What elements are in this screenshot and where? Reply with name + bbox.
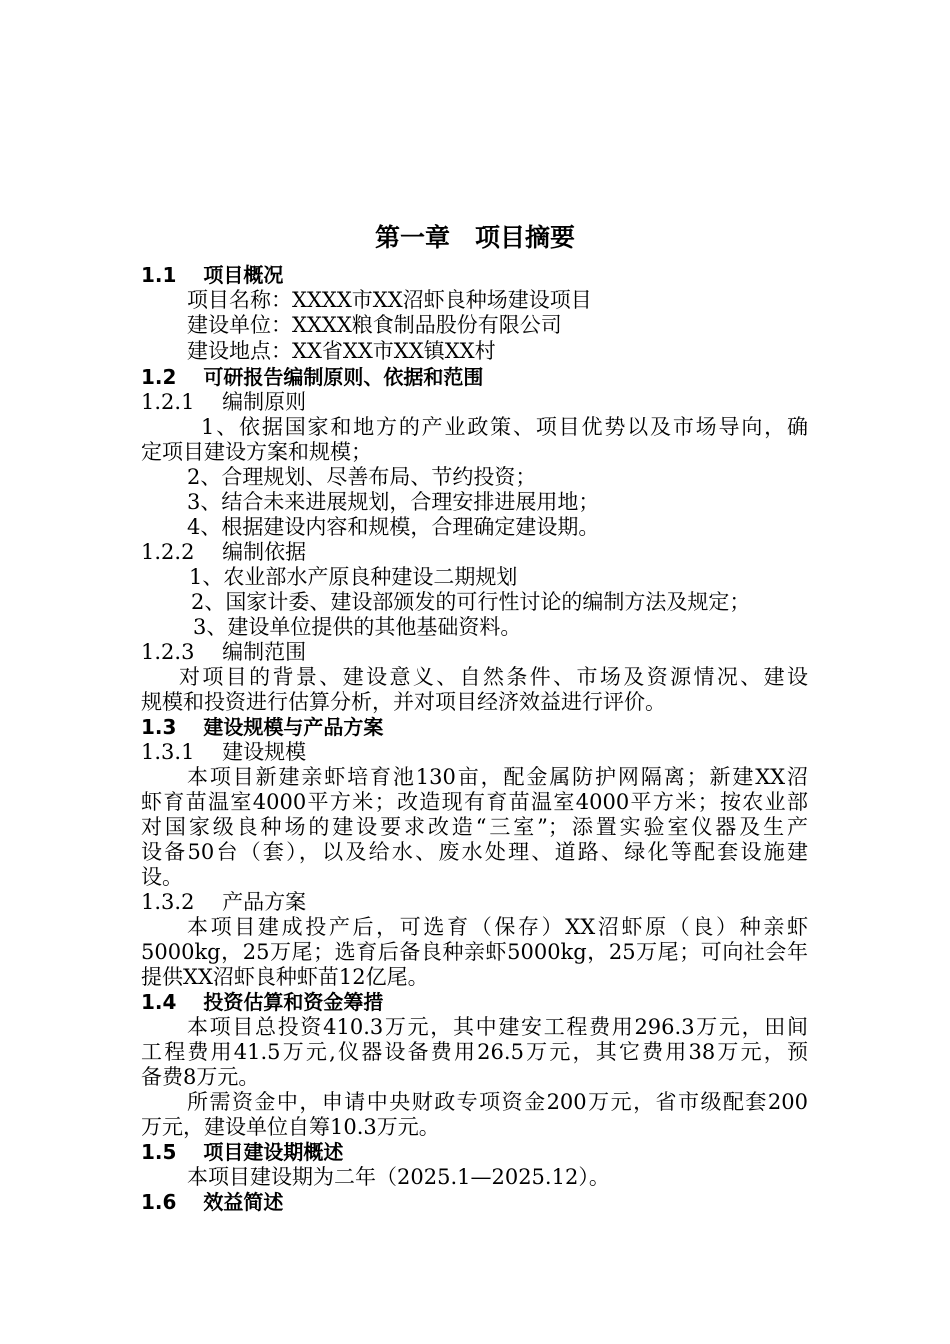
- section-heading: 1.5 项目建设期概述: [141, 1140, 344, 1164]
- body-text-line: 3、结合未来进展规划，合理安排进展用地；: [187, 490, 600, 514]
- body-text-line: 3、建设单位提供的其他基础资料。: [193, 615, 522, 639]
- body-text-line: 本项目建设期为二年（2025.1—2025.12）。: [187, 1165, 610, 1189]
- chapter-title: 第一章 项目摘要: [374, 223, 575, 252]
- body-text-line: 对项目的背景、建设意义、自然条件、市场及资源情况、建设: [179, 665, 808, 689]
- body-text-line: 本项目建成投产后，可选育（保存）XX沼虾原（良）种亲虾: [187, 915, 808, 939]
- subsection-heading: 1.3.1 建设规模: [141, 740, 307, 764]
- body-text-line: 工程费用41.5万元,仪器设备费用26.5万元，其它费用38万元，预: [141, 1040, 808, 1064]
- body-text-line: 虾育苗温室4000平方米；改造现有育苗温室4000平方米；按农业部: [141, 790, 808, 814]
- body-text-line: 备费8万元。: [141, 1065, 260, 1089]
- body-text-line: 2、合理规划、尽善布局、节约投资；: [187, 465, 537, 489]
- section-heading: 1.2 可研报告编制原则、依据和范围: [141, 365, 484, 389]
- body-text-line: 所需资金中，申请中央财政专项资金200万元，省市级配套200: [187, 1090, 808, 1114]
- body-text-line: 项目名称：XXXX市XX沼虾良种场建设项目: [187, 288, 592, 312]
- body-text-line: 设。: [141, 865, 183, 889]
- body-text-line: 2、国家计委、建设部颁发的可行性讨论的编制方法及规定；: [191, 590, 751, 614]
- body-text-line: 规模和投资进行估算分析，并对项目经济效益进行评价。: [141, 690, 666, 714]
- body-text-line: 设备50台（套），以及给水、废水处理、道路、绿化等配套设施建: [141, 840, 808, 864]
- body-text-line: 建设地点：XX省XX市XX镇XX村: [187, 339, 496, 363]
- subsection-heading: 1.2.3 编制范围: [141, 640, 307, 664]
- body-text-line: 本项目总投资410.3万元，其中建安工程费用296.3万元，田间: [187, 1015, 808, 1039]
- subsection-heading: 1.2.2 编制依据: [141, 540, 307, 564]
- body-text-line: 定项目建设方案和规模；: [141, 440, 372, 464]
- body-text-line: 4、根据建设内容和规模，合理确定建设期。: [187, 515, 600, 539]
- body-text-line: 建设单位：XXXX粮食制品股份有限公司: [187, 313, 562, 337]
- section-heading: 1.4 投资估算和资金筹措: [141, 990, 384, 1014]
- section-heading: 1.6 效益简述: [141, 1190, 284, 1214]
- subsection-heading: 1.3.2 产品方案: [141, 890, 307, 914]
- body-text-line: 5000kg，25万尾；选育后备良种亲虾5000kg，25万尾；可向社会年: [141, 940, 808, 964]
- body-text-line: 万元，建设单位自筹10.3万元。: [141, 1115, 440, 1139]
- body-text-line: 1、农业部水产原良种建设二期规划: [189, 565, 518, 589]
- subsection-heading: 1.2.1 编制原则: [141, 390, 307, 414]
- body-text-line: 对国家级良种场的建设要求改造“三室”；添置实验室仪器及生产: [141, 815, 808, 839]
- body-text-line: 提供XX沼虾良种虾苗12亿尾。: [141, 965, 429, 989]
- section-heading: 1.1 项目概况: [141, 263, 284, 287]
- body-text-line: 本项目新建亲虾培育池130亩，配金属防护网隔离；新建XX沼: [187, 765, 808, 789]
- body-text-line: 1、依据国家和地方的产业政策、项目优势以及市场导向，确: [201, 415, 808, 439]
- section-heading: 1.3 建设规模与产品方案: [141, 715, 384, 739]
